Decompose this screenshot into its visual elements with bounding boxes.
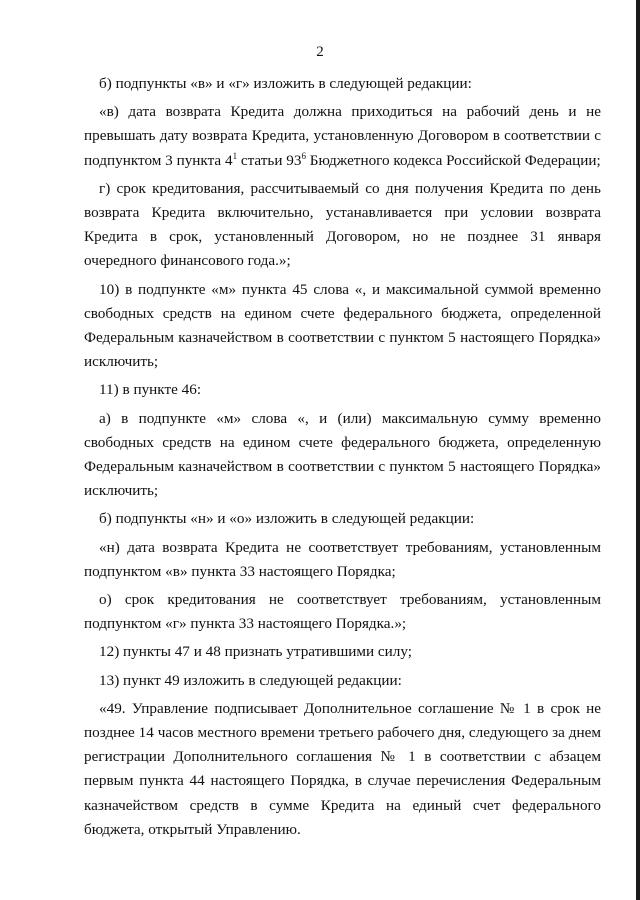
paragraph-2-mid: статьи 93: [237, 151, 302, 169]
paragraph-10: 12) пункты 47 и 48 признать утратившими силу;: [99, 643, 412, 661]
scan-edge: [636, 0, 640, 900]
paragraph-4: 10) в подпункте «м» пункта 45 слова «, и максимальной суммой временно свободных средств на едином счете федерального бюджета, определенной Федеральным казначейством в соответствии с пунктом 5 настоящего Порядка» исключить;: [84, 280, 601, 371]
paragraph-7: б) подпункты «н» и «о» изложить в следующей редакции:: [99, 510, 475, 528]
paragraph-1: б) подпункты «в» и «г» изложить в следующей редакции:: [99, 75, 472, 92]
document-body: [84, 72, 601, 842]
paragraph-8: «н) дата возврата Кредита не соответствует требованиям, установленным подпунктом «в» пункта 33 настоящего Порядка;: [84, 538, 601, 580]
page-number: 2: [316, 44, 324, 60]
paragraph-11: 13) пункт 49 изложить в следующей редакции:: [99, 671, 402, 689]
paragraph-6: а) в подпункте «м» слова «, и (или) максимальную сумму временно свободных средств на едином счете федерального бюджета, определенную Федеральным казначейством в соответствии с пунктом 5 настоящего Порядка» исключить;: [84, 409, 601, 500]
superscript-1: 1: [232, 150, 238, 161]
paragraph-2: [84, 100, 601, 173]
paragraph-5: 11) в пункте 46:: [99, 381, 202, 399]
paragraph-2-end: Бюджетного кодекса Российской Федерации;: [305, 151, 601, 169]
paragraph-3: г) срок кредитования, рассчитываемый со дня получения Кредита по день возврата Кредита включительно, устанавливается при условии возврата Кредита в срок, установленный Договором, но не позднее 31 января очередного финансового года.»;: [84, 179, 601, 270]
superscript-6: 6: [301, 150, 306, 161]
paragraph-2-text: «в) дата возврата Кредита должна приходиться на рабочий день и не превышать дату возврата Кредита, установленную Договором в соответствии с подпунктом 3 пункта 4: [84, 103, 601, 169]
paragraph-9: о) срок кредитования не соответствует требованиям, установленным подпунктом «г» пункта 33 настоящего Порядка.»;: [84, 591, 601, 633]
paragraph-12: «49. Управление подписывает Дополнительное соглашение № 1 в срок не позднее 14 часов местного времени третьего рабочего дня, следующего за днем регистрации Дополнительного соглашения № 1 в соответствии с абзацем первым пункта 44 настоящего Порядка, в случае перечисления Федеральным казначейством средств в сумме Кредита на единый счет федерального бюджета, открытый Управлению.: [84, 699, 601, 838]
